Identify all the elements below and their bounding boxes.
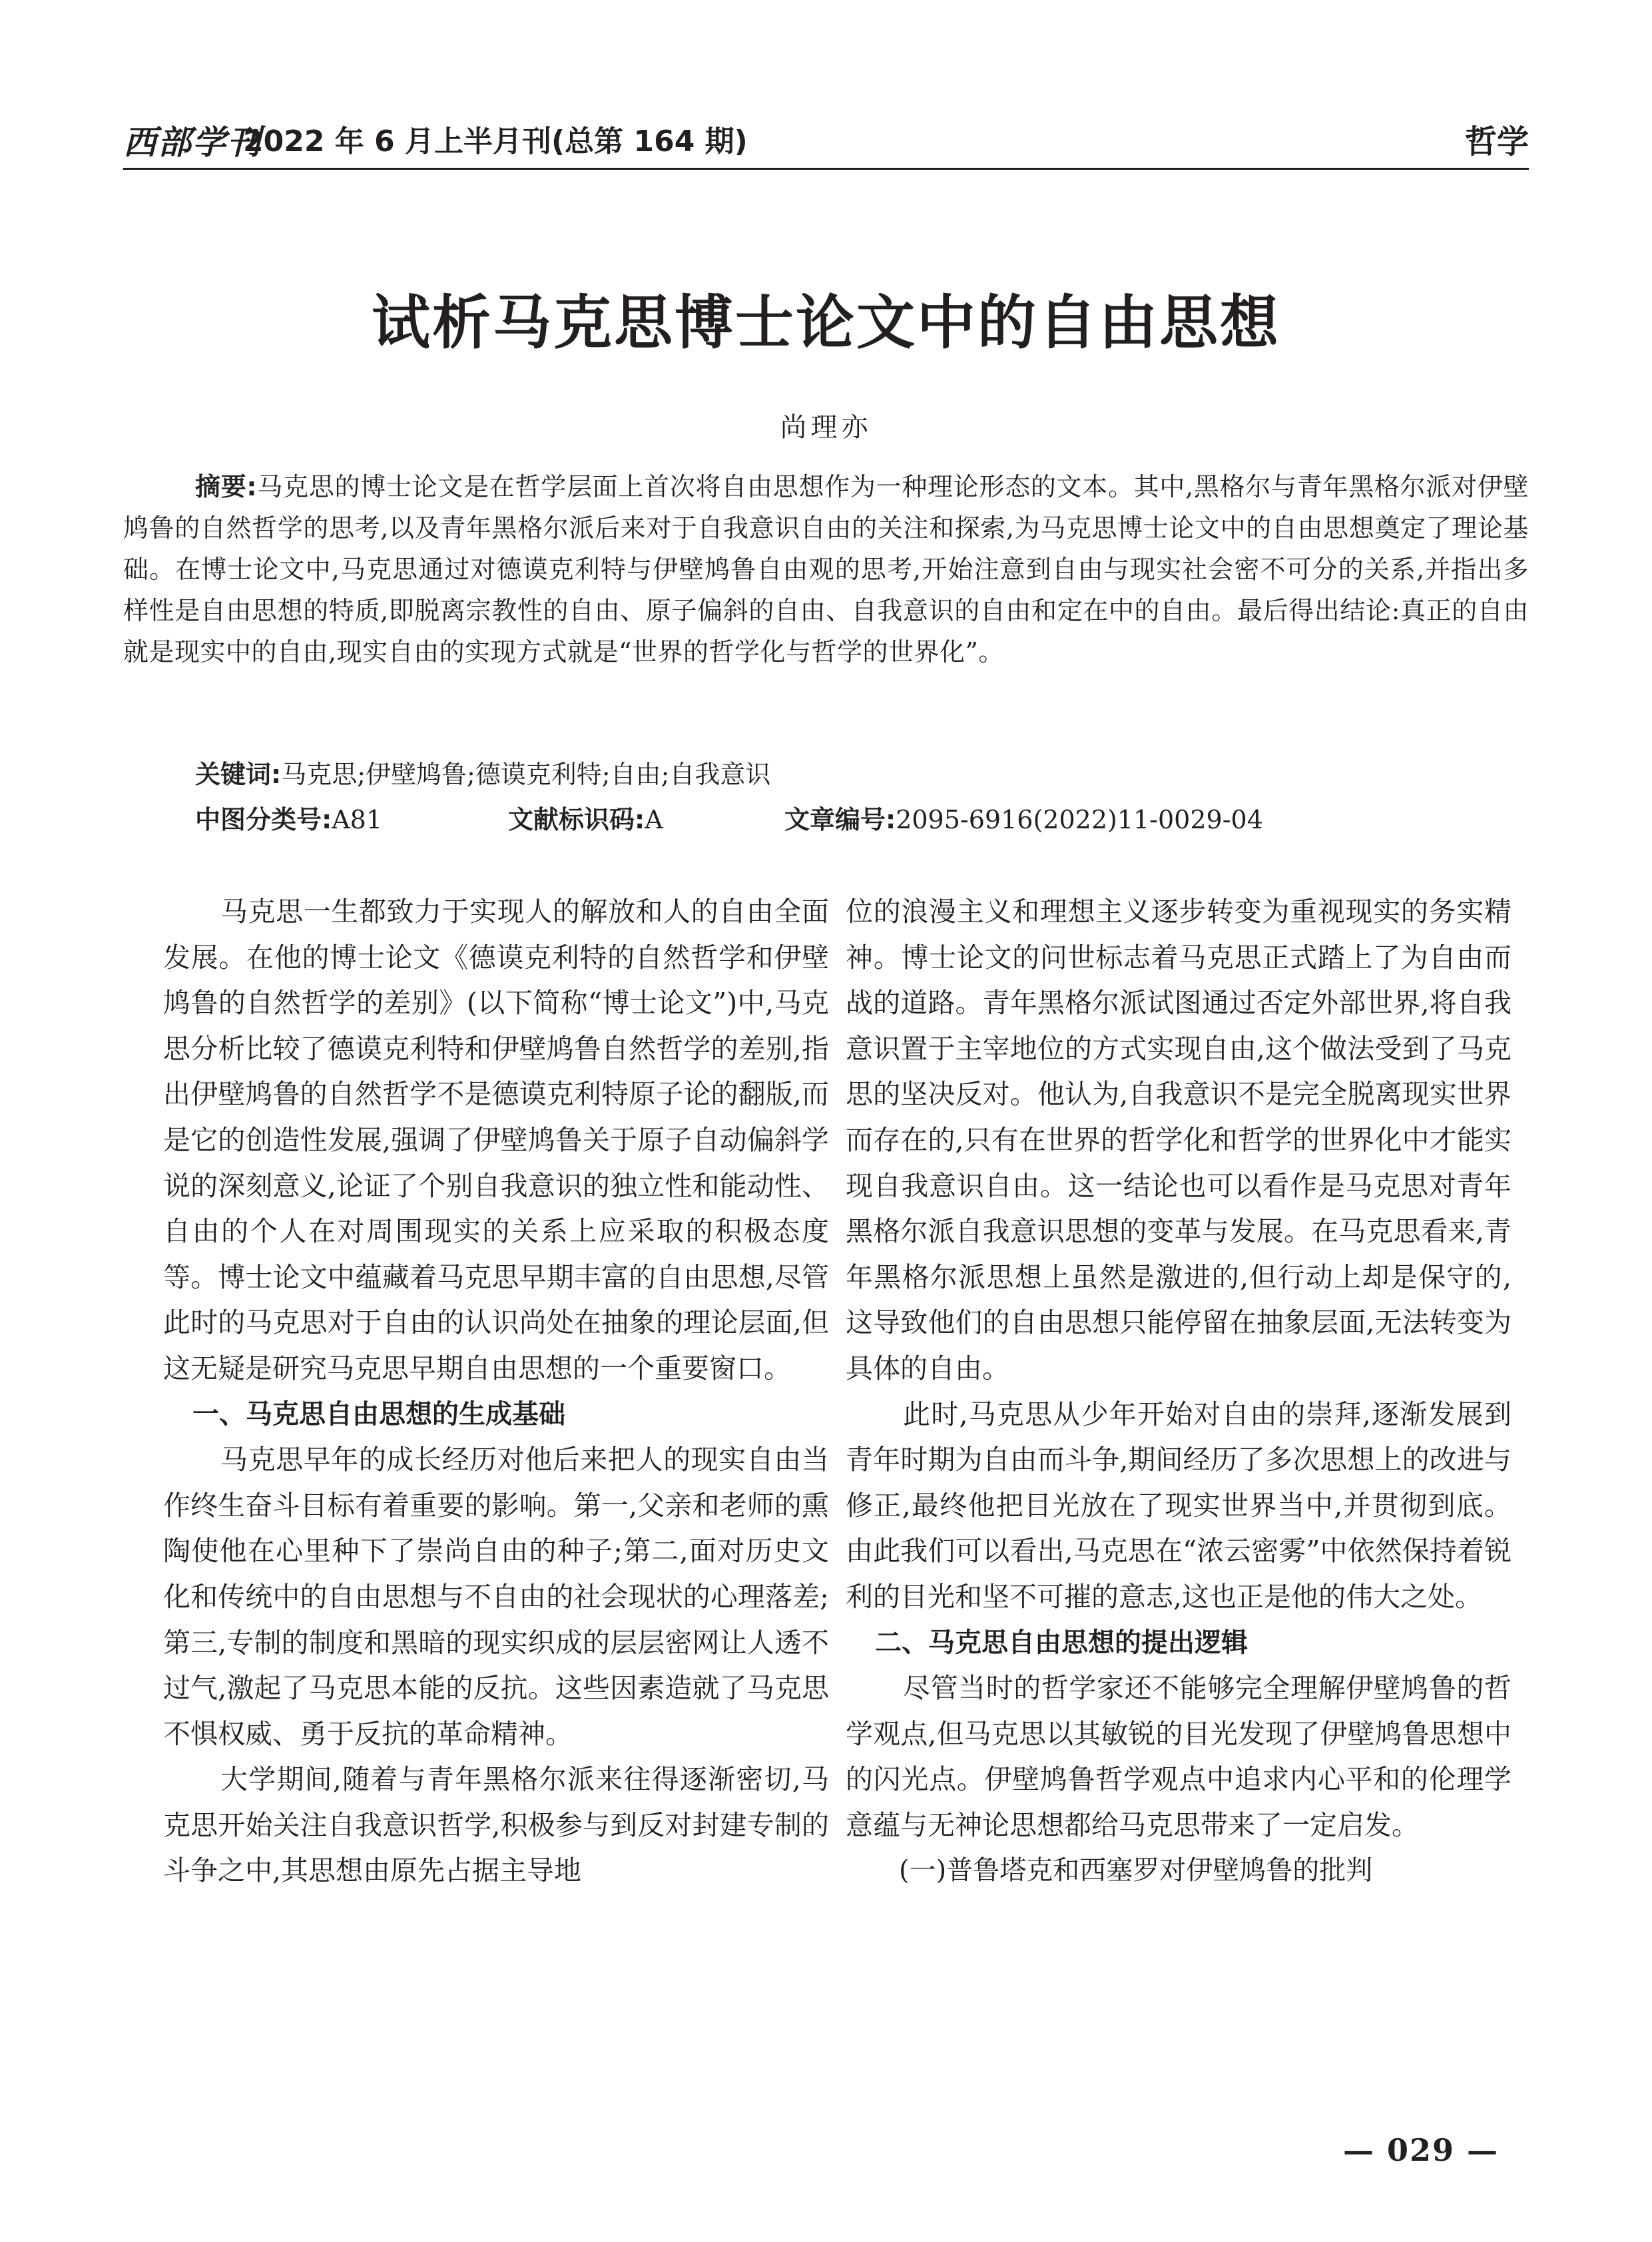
keywords-text: 马克思;伊壁鸠鲁;德谟克利特;自由;自我意识 [281, 760, 771, 789]
document-code-label: 文献标识码: [508, 805, 645, 834]
document-code [508, 799, 663, 840]
running-header [123, 113, 1529, 160]
section-heading-1: 一、马克思自由思想的生成基础 [192, 1398, 565, 1430]
body-column-left [163, 889, 829, 1894]
paragraph: 马克思早年的成长经历对他后来把人的现实自由当作终生奋斗目标有着重要的影响。第一,父亲和老师的熏陶使他在心里种下了崇尚自由的种子;第二,面对历史文化和传统中的自由思想与不自由的社会现状的心理落差;第三,专制的制度和黑暗的现实织成的层层密网让人透不过气,激起了马克思本能的反抗。这些因素造就了马克思不惧权威、勇于反抗的革命精神。 [163, 1444, 829, 1750]
paragraph: 位的浪漫主义和理想主义逐步转变为重视现实的务实精神。博士论文的问世标志着马克思正式踏上了为自由而战的道路。青年黑格尔派试图通过否定外部世界,将自我意识置于主宰地位的方式实现自由,这个做法受到了马克思的坚决反对。他认为,自我意识不是完全脱离现实世界而存在的,只有在世界的哲学化和哲学的世界化中才能实现自我意识自由。这一结论也可以看作是马克思对青年黑格尔派自我意识思想的变革与发展。在马克思看来,青年黑格尔派思想上虽然是激进的,但行动上却是保守的,这导致他们的自由思想只能停留在抽象层面,无法转变为具体的自由。 [846, 896, 1512, 1384]
article-title: 试析马克思博士论文中的自由思想 [371, 288, 1280, 357]
clc-value: A81 [332, 805, 382, 834]
keywords-label: 关键词: [195, 760, 282, 789]
clc-number [195, 799, 382, 840]
section-label: 哲学 [1464, 123, 1529, 160]
paragraph: 大学期间,随着与青年黑格尔派来往得逐渐密切,马克思开始关注自我意识哲学,积极参与到反对封建专制的斗争之中,其思想由原先占据主导地 [163, 1763, 829, 1887]
article-number-label: 文章编号: [784, 805, 896, 834]
section-heading-2: 二、马克思自由思想的提出逻辑 [875, 1627, 1248, 1658]
article-number-value: 2095-6916(2022)11-0029-04 [896, 805, 1263, 834]
document-code-value: A [645, 805, 663, 834]
paragraph: 马克思一生都致力于实现人的解放和人的自由全面发展。在他的博士论文《德谟克利特的自然哲学和伊壁鸠鲁的自然哲学的差别》(以下简称“博士论文”)中,马克思分析比较了德谟克利特和伊壁鸠鲁自然哲学的差别,指出伊壁鸠鲁的自然哲学不是德谟克利特原子论的翻版,而是它的创造性发展,强调了伊壁鸠鲁关于原子自动偏斜学说的深刻意义,论证了个别自我意识的独立性和能动性、自由的个人在对周围现实的关系上应采取的积极态度等。博士论文中蕴藏着马克思早期丰富的自由思想,尽管此时的马克思对于自由的认识尚处在抽象的理论层面,但这无疑是研究马克思早期自由思想的一个重要窗口。 [163, 896, 829, 1384]
abstract-label: 摘要: [195, 472, 258, 501]
journal-logo: 西部学刊 [123, 123, 262, 162]
keywords [195, 754, 1529, 795]
clc-label: 中图分类号: [195, 805, 332, 834]
issue-info: 2022 年 6 月上半月刊(总第 164 期) [243, 125, 748, 158]
article-number [784, 799, 1263, 840]
abstract-text: 马克思的博士论文是在哲学层面上首次将自由思想作为一种理论形态的文本。其中,黑格尔与青年黑格尔派对伊壁鸠鲁的自然哲学的思考,以及青年黑格尔派后来对于自我意识自由的关注和探索,为马克思博士论文中的自由思想奠定了理论基础。在博士论文中,马克思通过对德谟克利特与伊壁鸠鲁自由观的思考,开始注意到自由与现实社会密不可分的关系,并指出多样性是自由思想的特质,即脱离宗教性的自由、原子偏斜的自由、自我意识的自由和定在中的自由。最后得出结论:真正的自由就是现实中的自由,现实自由的实现方式就是“世界的哲学化与哲学的世界化”。 [123, 472, 1529, 667]
body-column-right [846, 889, 1512, 1894]
article-author: 尚理亦 [780, 412, 872, 443]
subsection-heading: (一)普鲁塔克和西塞罗对伊壁鸠鲁的批判 [899, 1855, 1373, 1886]
paragraph: 此时,马克思从少年开始对自由的崇拜,逐渐发展到青年时期为自由而斗争,期间经历了多次思想上的改进与修正,最终他把目光放在了现实世界当中,并贯彻到底。由此我们可以看出,马克思在“浓云密雾”中依然保持着锐利的目光和坚不可摧的意志,这也正是他的伟大之处。 [846, 1398, 1512, 1613]
paragraph: 尽管当时的哲学家还不能够完全理解伊壁鸠鲁的哲学观点,但马克思以其敏锐的目光发现了伊壁鸠鲁思想中的闪光点。伊壁鸠鲁哲学观点中追求内心平和的伦理学意蕴与无神论思想都给马克思带来了一定启发。 [846, 1672, 1512, 1841]
header-rule [123, 168, 1529, 170]
abstract [123, 466, 1529, 673]
page-number: — 029 — [1342, 2132, 1499, 2168]
